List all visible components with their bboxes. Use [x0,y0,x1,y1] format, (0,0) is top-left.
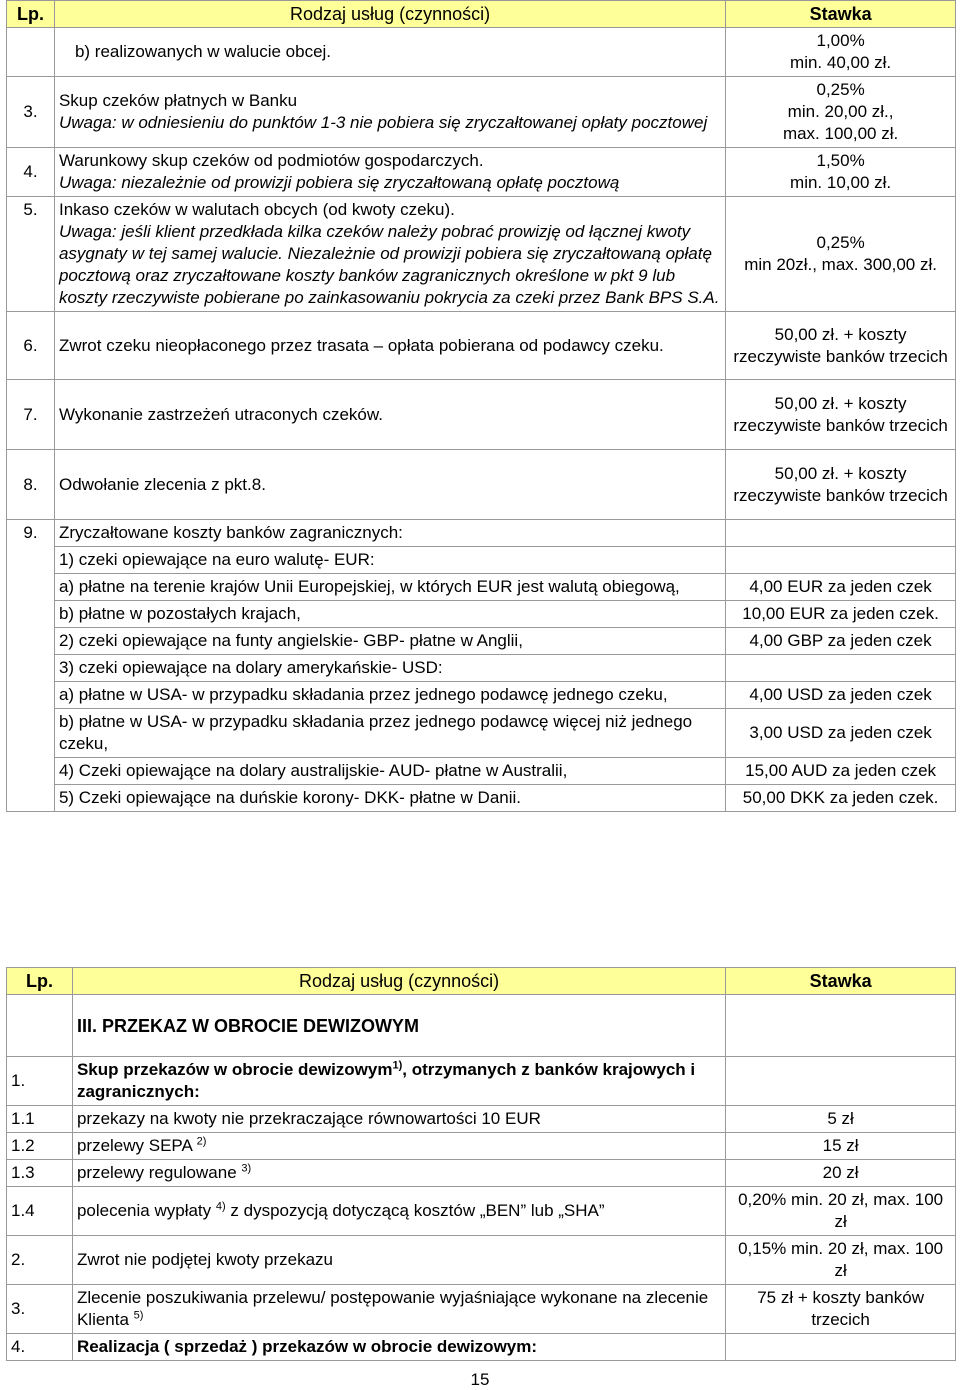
row-text: przekazy na kwoty nie przekraczające równowartości 10 EUR [72,1106,725,1133]
row-rate [726,1057,956,1106]
row-num: 5. [7,197,55,312]
table-row [7,1106,956,1133]
row-rate: 50,00 zł. + koszty rzeczywiste banków trzecich [726,312,956,380]
row-rate: 0,25% min. 20,00 zł., max. 100,00 zł. [726,77,956,148]
row-text: polecenia wypłaty $^{4)}$ z dyspozycją dotyczącą kosztów „BEN” lub „SHA” [72,1187,725,1236]
table-row [7,380,956,450]
table-row [7,197,956,312]
table-row [7,1187,956,1236]
row-rate: 0,20% min. 20 zł, max. 100 zł [726,1187,956,1236]
row-rate: 20 zł [726,1160,956,1187]
row-rate: 1,00% min. 40,00 zł. [726,28,956,77]
item-rate: 4,00 EUR za jeden czek [726,574,956,601]
row-rate: 0,15% min. 20 zł, max. 100 zł [726,1236,956,1285]
table-row [7,28,956,77]
row-rate [726,1334,956,1361]
item-text: 1) czeki opiewające na euro walutę- EUR: [54,547,725,574]
row-num: 1.2 [7,1133,73,1160]
section-title: III. PRZEKAZ W OBROCIE DEWIZOWYM [72,995,725,1057]
item-rate: 3,00 USD za jeden czek [726,709,956,758]
fees-table-transfers [6,967,956,1361]
table-row [7,450,956,520]
table-row [7,601,956,628]
item-rate: 50,00 DKK za jeden czek. [726,785,956,812]
table-row [7,1236,956,1285]
table-header [7,1,956,28]
row-text: Zwrot nie podjętej kwoty przekazu [72,1236,725,1285]
row-rate: 5 zł [726,1106,956,1133]
row-text: Skup przekazów w obrocie dewizowym$^{1)}$, otrzymanych z banków krajowych i zagranicznych: [72,1057,725,1106]
table-row [7,709,956,758]
header-service: Rodzaj usług (czynności) [72,968,725,995]
item-text: 5) Czeki opiewające na duńskie korony- DKK- płatne w Danii. [54,785,725,812]
page-number: 15 [470,1370,490,1389]
row-rate: 15 zł [726,1133,956,1160]
row-num: 4. [7,1334,73,1361]
row-rate: 50,00 zł. + koszty rzeczywiste banków trzecich [726,450,956,520]
table-header [7,968,956,995]
row-text: Odwołanie zlecenia z pkt.8. [54,450,725,520]
item-text: b) płatne w pozostałych krajach, [54,601,725,628]
section9-title: Zryczałtowane koszty banków zagranicznych: [54,520,725,547]
row-rate: 1,50% min. 10,00 zł. [726,148,956,197]
item-rate [726,655,956,682]
row-text: przelewy regulowane $^{3)}$ [72,1160,725,1187]
table-row [7,77,956,148]
table-row [7,148,956,197]
table-row [7,547,956,574]
table-row [7,1057,956,1106]
row-num: 1. [7,1057,73,1106]
row-num: 1.1 [7,1106,73,1133]
item-text: b) płatne w USA- w przypadku składania przez jednego podawcę więcej niż jednego czeku, [54,709,725,758]
table-row [7,1133,956,1160]
fees-table-checks [6,0,956,812]
header-service: Rodzaj usług (czynności) [54,1,725,28]
row-text: przelewy SEPA $^{2)}$ [72,1133,725,1160]
item-text: a) płatne w USA- w przypadku składania przez jednego podawcę jednego czeku, [54,682,725,709]
table-row [7,628,956,655]
row-num: 8. [7,450,55,520]
table-row [7,785,956,812]
row-text: Wykonanie zastrzeżeń utraconych czeków. [54,380,725,450]
item-rate: 15,00 AUD za jeden czek [726,758,956,785]
table-row [7,1285,956,1334]
row-text: Warunkowy skup czeków od podmiotów gospodarczych. Uwaga: niezależnie od prowizji pobiera się zryczałtowaną opłatę pocztową [54,148,725,197]
row-text: Zwrot czeku nieopłaconego przez trasata – opłata pobierana od podawcy czeku. [54,312,725,380]
row-rate: 75 zł + koszty banków trzecich [726,1285,956,1334]
row-text: Skup czeków płatnych w Banku Uwaga: w odniesieniu do punktów 1-3 nie pobiera się zryczałtowanej opłaty pocztowej [54,77,725,148]
row-num: 1.3 [7,1160,73,1187]
table-row [7,655,956,682]
row-num: 7. [7,380,55,450]
row-num: 4. [7,148,55,197]
item-rate: 4,00 USD za jeden czek [726,682,956,709]
item-text: 4) Czeki opiewające na dolary australijskie- AUD- płatne w Australii, [54,758,725,785]
row-num: 1.4 [7,1187,73,1236]
header-rate: Stawka [726,1,956,28]
section-title-row [7,995,956,1057]
row-num: 9. [7,520,55,812]
table-row [7,682,956,709]
header-lp: Lp. [7,1,55,28]
table-row [7,1334,956,1361]
item-text: a) płatne na terenie krajów Unii Europejskiej, w których EUR jest walutą obiegową, [54,574,725,601]
row-num: 6. [7,312,55,380]
row-num: 2. [7,1236,73,1285]
row-num: 3. [7,1285,73,1334]
item-rate [726,547,956,574]
row-rate: 0,25% min 20zł., max. 300,00 zł. [726,197,956,312]
header-rate: Stawka [726,968,956,995]
item-text: 2) czeki opiewające na funty angielskie- GBP- płatne w Anglii, [54,628,725,655]
item-rate: 10,00 EUR za jeden czek. [726,601,956,628]
row-text: Zlecenie poszukiwania przelewu/ postępowanie wyjaśniające wykonane na zlecenie Klienta $^{5)}$ [72,1285,725,1334]
header-lp: Lp. [7,968,73,995]
item-rate: 4,00 GBP za jeden czek [726,628,956,655]
row-num: 3. [7,77,55,148]
row-text: Realizacja ( sprzedaż ) przekazów w obrocie dewizowym: [72,1334,725,1361]
table-row [7,574,956,601]
section9-title-row [7,520,956,547]
row-text: b) realizowanych w walucie obcej. [54,28,725,77]
row-rate: 50,00 zł. + koszty rzeczywiste banków trzecich [726,380,956,450]
table-row [7,312,956,380]
table-row [7,758,956,785]
item-text: 3) czeki opiewające na dolary amerykańskie- USD: [54,655,725,682]
table-row [7,1160,956,1187]
row-text: Inkaso czeków w walutach obcych (od kwoty czeku). Uwaga: jeśli klient przedkłada kilka czeków należy pobrać prowizję od łącznej kwoty asygnaty w tej samej walucie. Niezależnie od prowizji pobiera się zryczałtowaną opłatę pocztową oraz zryczałtowane koszty banków zagranicznych określone w pkt 9 lub koszty rzeczywiste pobierane po zainkasowaniu pokrycia za czeki przez Bank BPS S.A. [54,197,725,312]
